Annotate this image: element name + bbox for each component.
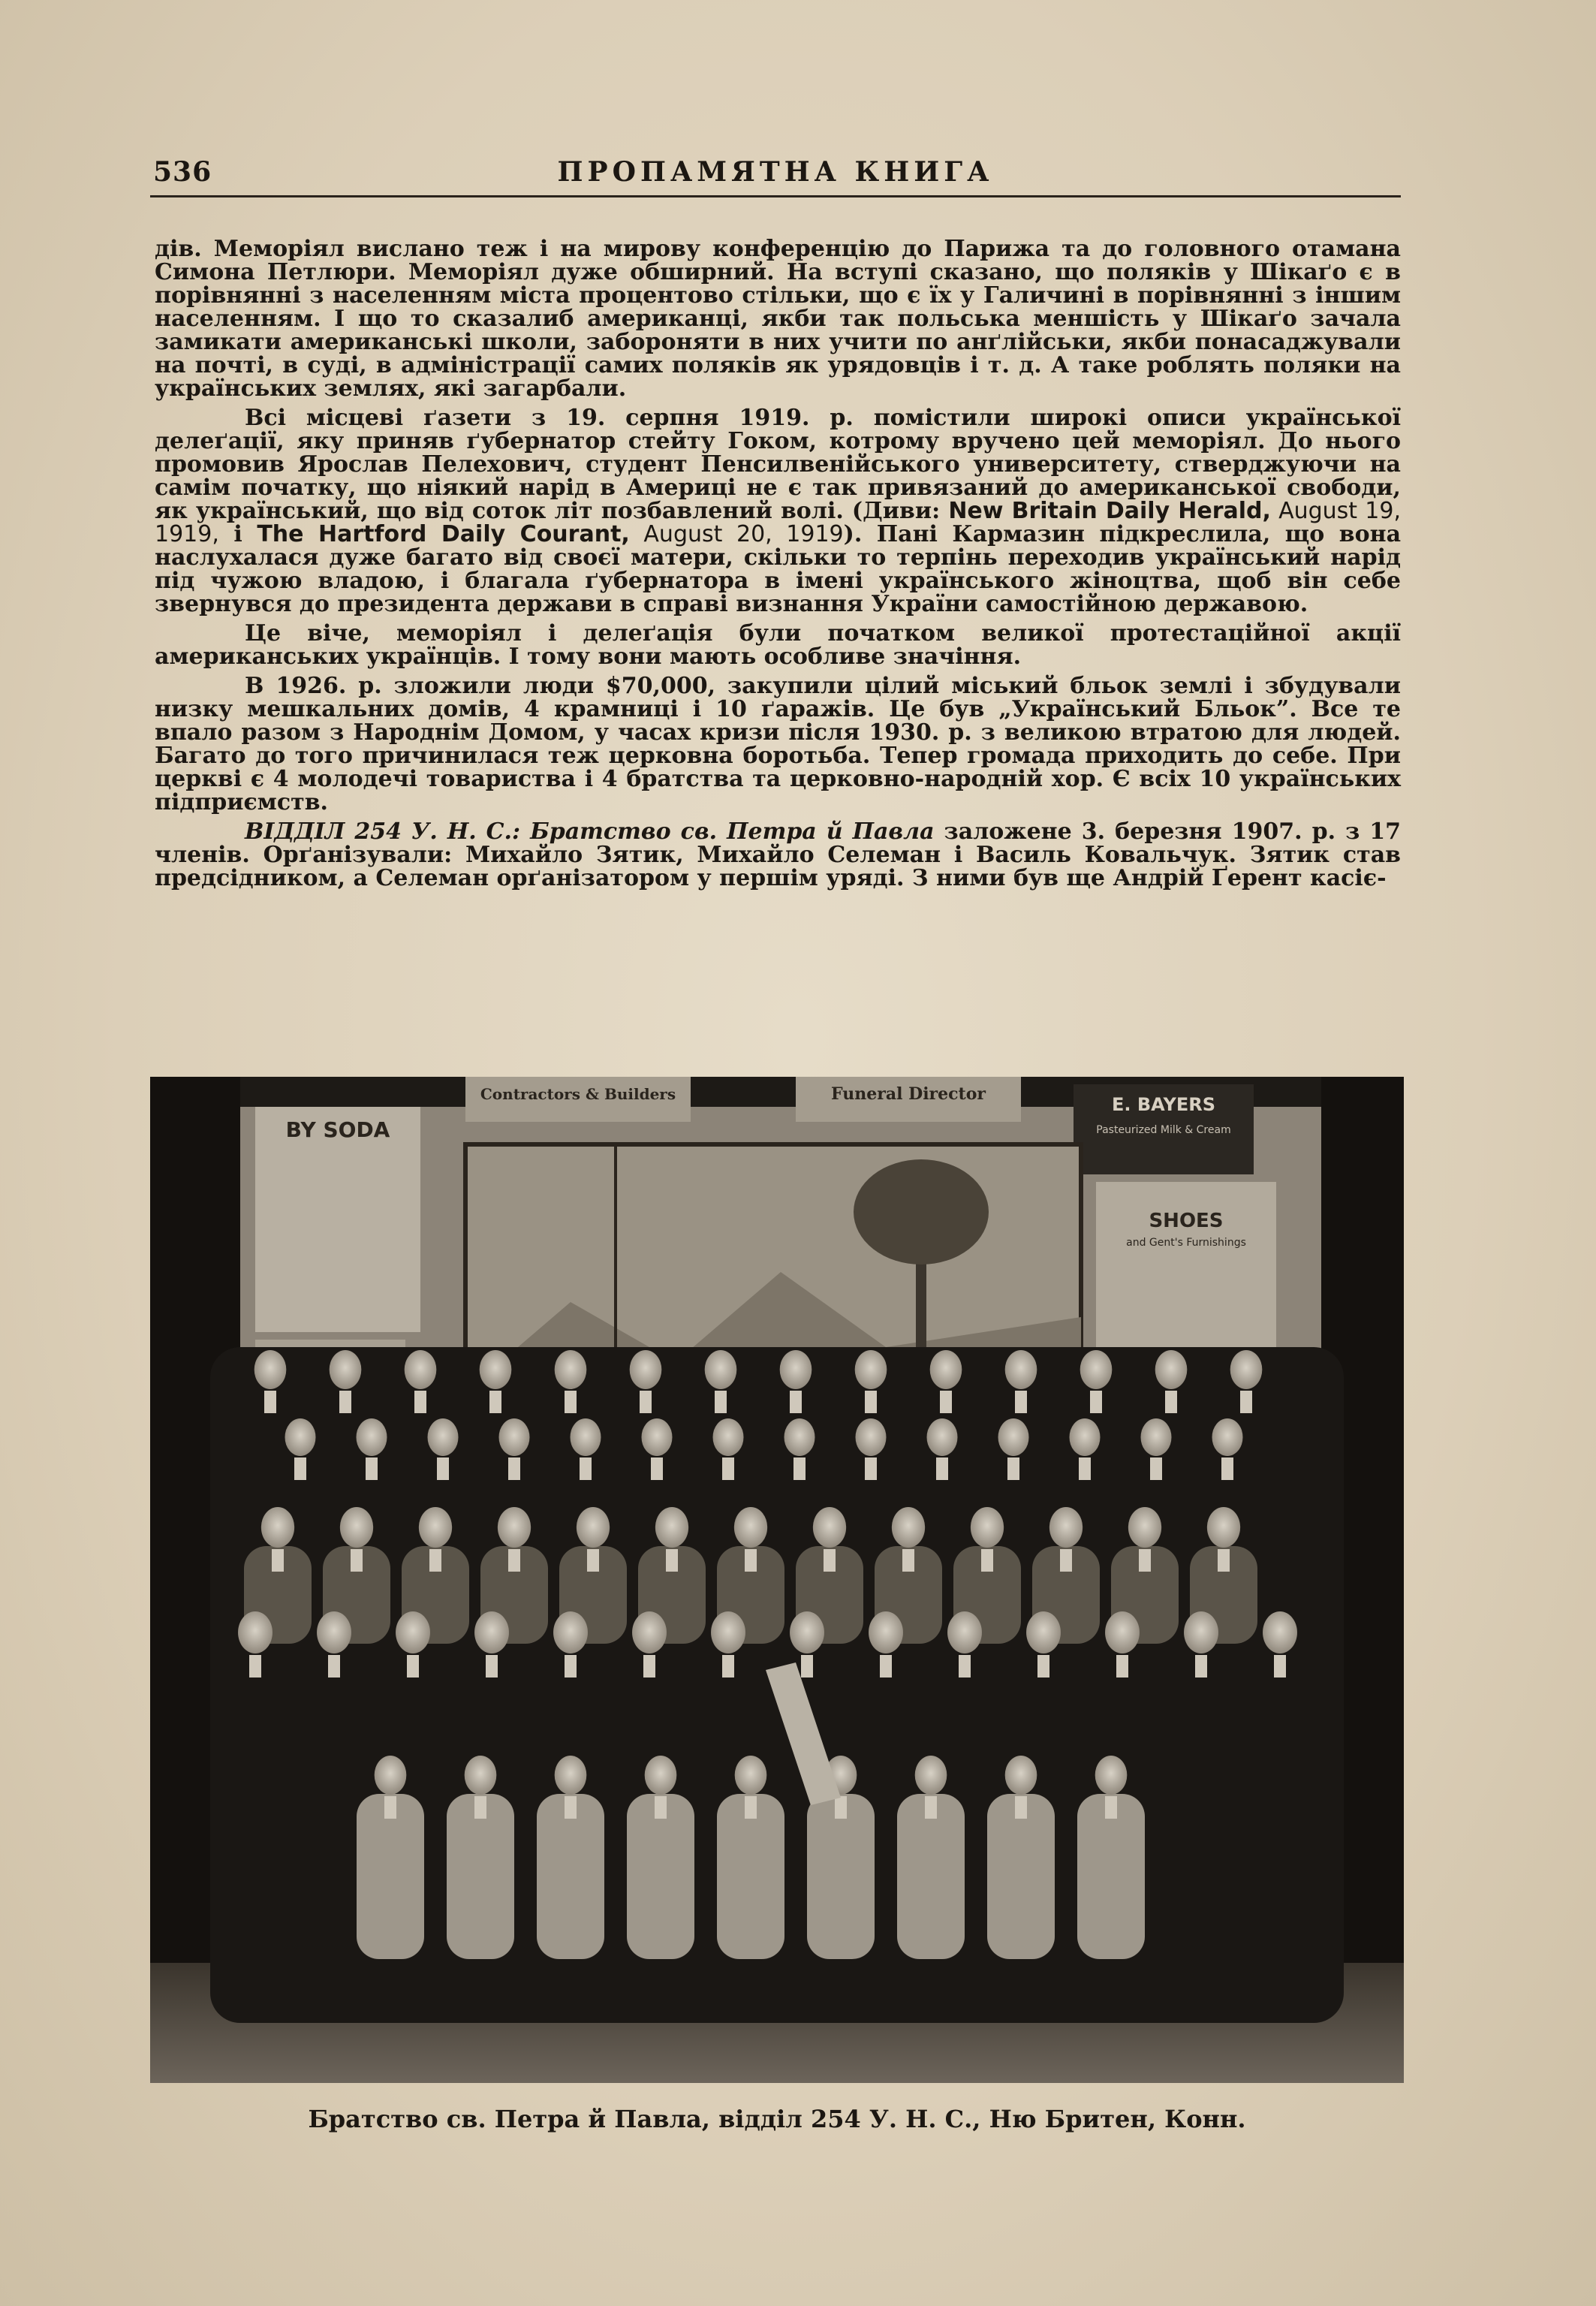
sign-bayers: E. BAYERS <box>1112 1094 1215 1115</box>
paragraph-2-text-b: і <box>218 521 257 547</box>
paragraph-5-text: заложене 3. березня 1907. р. з 17 членів. Орґанізували: Михайло Зятик, Михайло Селеман і Василь Ковальчук. Зятик став предсідником, а Селеман орґанізатором у першім уряді. З ними був ще Андрій Ґерент касіє- <box>155 818 1402 891</box>
paragraph-2-text-c: ). Пані Кармазин підкреслила, що вона наслухалася дуже багато від своєї матери, скільки то терпінь переходив український нарід під чужою владою, і благала ґубернатора в імені українського жіноцтва, щоб він себе звернувся до президента держави в справі визнання України самостійною державою. <box>155 521 1402 617</box>
branch-heading: ВІДДІЛ 254 У. Н. С.: Братство св. Петра й Павла <box>245 818 935 845</box>
sign-funeral: Funeral Director <box>831 1084 986 1104</box>
date-august-20: August 20, 1919 <box>629 521 844 547</box>
body-text <box>155 237 1401 890</box>
sign-contractors: Contractors & Builders <box>480 1085 676 1103</box>
paragraph-2 <box>155 406 1401 616</box>
sign-soda: BY SODA <box>285 1117 390 1142</box>
group-photograph <box>150 1077 1404 2083</box>
running-title: ПРОПАМЯТНА КНИГА <box>557 156 994 188</box>
paragraph-3: Це віче, меморіял і делеґація були початком великої протестаційної акції американських українців. І тому вони мають особливе значіння. <box>155 620 1401 670</box>
newspaper-hartford: The Hartford Daily Courant, <box>257 521 630 547</box>
date-august-19: August 19, 1919, <box>155 498 1401 547</box>
newspaper-new-britain: New Britain Daily Herald, <box>948 498 1271 524</box>
sign-bayers-sub: Pasteurized Milk & Cream <box>1096 1124 1231 1136</box>
sign-shoes-sub: and Gent's Furnishings <box>1126 1237 1246 1249</box>
photo-illustration <box>150 1077 1404 2083</box>
sign-shoes: SHOES <box>1149 1210 1224 1232</box>
paragraph-4: В 1926. р. зложили люди $70,000, закупили цілий міський бльок землі і збудували низку мешкальних домів, 4 крамниці і 10 ґаражів. Це був „Український Бльок”. Все те впало разом з Народнім Домом, у часах кризи після 1930. р. з великою втратою для людей. Багато до того причинилася теж церковна боротьба. Тепер громада приходить до себе. При церкві є 4 молодечі товариства і 4 братства та церковно-народній хор. Є всіх 10 українських підприємств. <box>155 673 1401 815</box>
photo-caption: Братство св. Петра й Павла, відділ 254 У. Н. С., Ню Бритен, Конн. <box>308 2105 1246 2133</box>
paragraph-2-text-a: Всі місцеві ґазети з 19. серпня 1919. р. помістили широкі описи української делеґації, яку приняв ґубернатор стейту Гоком, котрому вручено цей меморіял. До нього промовив Ярослав Пелехович, студент Пенсилвенійського университету, стверджуючи на самім початку, що ніякий нарід в Америці не є так привязаний до американської свободи, як український, що від соток літ позбавлений волі. (Диви: <box>155 405 1401 524</box>
paragraph-5 <box>155 820 1401 890</box>
running-header <box>150 150 1401 197</box>
paragraph-1: дів. Меморіял вислано теж і на мирову конференцію до Парижа та до головного отамана Симона Петлюри. Меморіял дуже обширний. На вступі сказано, що поляків у Шікаґо є в порівнянні з населенням міста процентово стільки, що є їх у Галичині в порівнянні з іншим населенням. І що то сказалиб американці, якби так польська меншість у Шікаґо зачала замикати американські школи, забороняти в них учити по анґлійськи, якби понасаджували на почті, в суді, в адміністрації самих поляків як урядовців і т. д. А таке роблять поляки на українських землях, які загарбали. <box>155 236 1401 402</box>
page-number: 536 <box>153 156 212 188</box>
